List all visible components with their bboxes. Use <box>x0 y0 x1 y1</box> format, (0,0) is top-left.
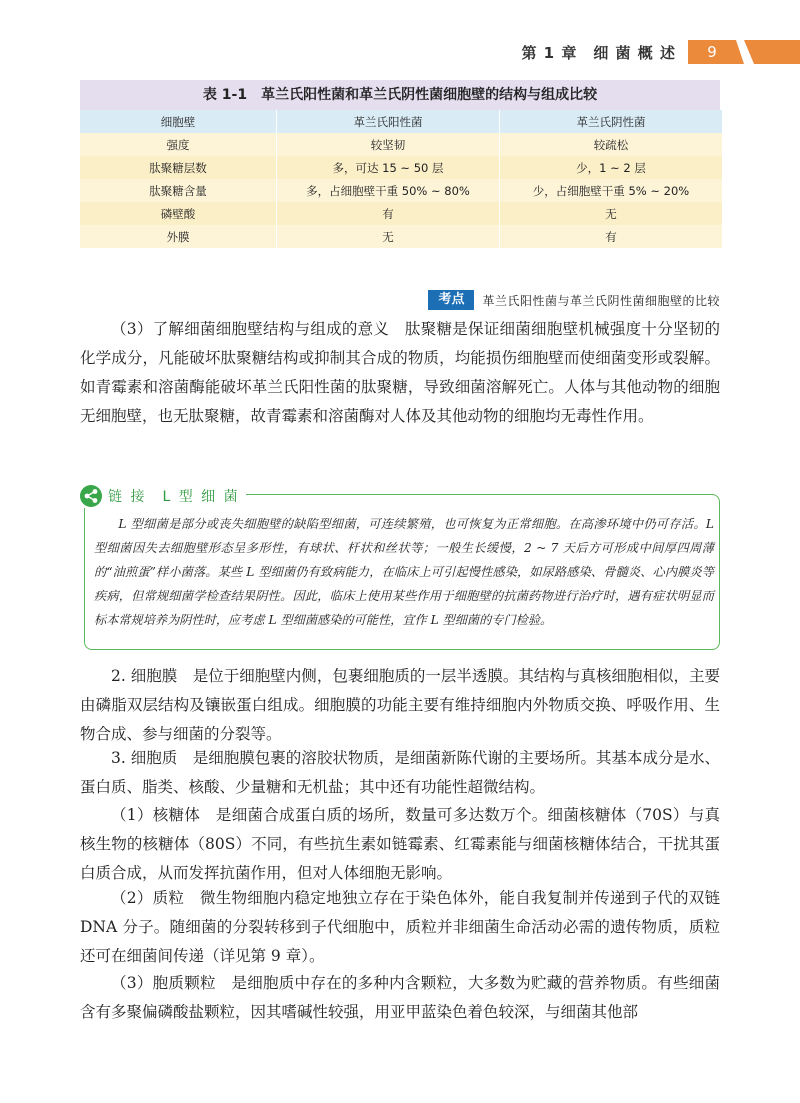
chapter-title: 第 1 章 细 菌 概 述 <box>521 44 676 62</box>
table-cell: 有 <box>500 225 723 248</box>
table-grid <box>80 110 722 248</box>
page-number: 9 <box>707 43 717 61</box>
link-box-l-form-bacteria <box>80 484 720 650</box>
link-box-header <box>80 484 246 508</box>
exam-point <box>428 290 720 310</box>
table-cell: 有 <box>277 202 500 225</box>
table-cell: 肽聚糖含量 <box>80 179 277 202</box>
table-header-cell: 革兰氏阳性菌 <box>277 110 500 133</box>
table-cell: 少，占细胞壁干重 5% ~ 20% <box>500 179 723 202</box>
share-link-icon <box>80 485 102 507</box>
comparison-table <box>80 80 720 248</box>
table-cell: 外膜 <box>80 225 277 248</box>
page-header <box>0 40 800 66</box>
table-cell: 强度 <box>80 133 277 156</box>
table-number: 表 1-1 <box>202 87 248 103</box>
table-row <box>80 225 722 248</box>
exam-point-text: 革兰氏阳性菌与革兰氏阴性菌细胞壁的比较 <box>482 293 720 308</box>
table-row <box>80 179 722 202</box>
table-header-cell: 细胞壁 <box>80 110 277 133</box>
table-cell: 少，1 ~ 2 层 <box>500 156 723 179</box>
paragraph-cell-membrane: 2. 细胞膜 是位于细胞壁内侧，包裹细胞质的一层半透膜。其结构与真核细胞相似，主要由磷脂双层结构及镶嵌蛋白组成。细胞膜的功能主要有维持细胞内外物质交换、呼吸作用、生物合成、参与细菌的分裂等。 <box>80 667 720 743</box>
paragraph-granules: （3）胞质颗粒 是细胞质中存在的多种内含颗粒，大多数为贮藏的营养物质。有些细菌含有多聚偏磷酸盐颗粒，因其嗜碱性较强，用亚甲蓝染色着色较深，与细菌其他部 <box>80 974 720 1021</box>
table-title <box>80 80 720 110</box>
table-cell: 肽聚糖层数 <box>80 156 277 179</box>
link-box-body: L 型细菌是部分或丧失细胞壁的缺陷型细菌，可连续繁殖，也可恢复为正常细胞。在高渗环境中仍可存活。L 型细菌因失去细胞壁形态呈多形性，有球状、杆状和丝状等；一般生长缓慢，2 ~ 7 天后方可形成中间厚四周薄的“油煎蛋”样小菌落。某些 L 型细菌仍有致病能力，在临床上可引起慢性感染，如尿路感染、骨髓炎、心内膜炎等疾病，但常规细菌学检查结果阴性。因此，临床上使用某些作用于细胞壁的抗菌药物进行治疗时，遇有症状明显而标本常规培养为阴性时，应考虑 L 型细菌感染的可能性，宜作 L 型细菌的专门检验。 <box>94 517 714 627</box>
table-cell: 磷壁酸 <box>80 202 277 225</box>
table-cell: 无 <box>277 225 500 248</box>
link-box-title: 链 接 L 型 细 菌 <box>108 489 240 505</box>
table-header-cell: 革兰氏阴性菌 <box>500 110 723 133</box>
paragraph-cell-wall-significance: （3）了解细菌细胞壁结构与组成的意义 肽聚糖是保证细菌细胞壁机械强度十分坚韧的化学成分，凡能破坏肽聚糖结构或抑制其合成的物质，均能损伤细胞壁而使细菌变形或裂解。如青霉素和溶菌酶能破坏革兰氏阳性菌的肽聚糖，导致细菌溶解死亡。人体与其他动物的细胞无细胞壁，也无肽聚糖，故青霉素和溶菌酶对人体及其他动物的细胞均无毒性作用。 <box>80 320 720 425</box>
table-cell: 无 <box>500 202 723 225</box>
paragraph-ribosome: （1）核糖体 是细菌合成蛋白质的场所，数量可多达数万个。细菌核糖体（70S）与真核生物的核糖体（80S）不同，有些抗生素如链霉素、红霉素能与细菌核糖体结合，干扰其蛋白质合成，从而发挥抗菌作用，但对人体细胞无影响。 <box>80 806 720 882</box>
table-cell: 较坚韧 <box>277 133 500 156</box>
paragraph-plasmid: （2）质粒 微生物细胞内稳定地独立存在于染色体外，能自我复制并传递到子代的双链 DNA 分子。随细菌的分裂转移到子代细胞中，质粒并非细菌生命活动必需的遗传物质，质粒还可在细菌间传递（详见第 9 章）。 <box>80 889 720 965</box>
paragraph-cytoplasm: 3. 细胞质 是细胞膜包裹的溶胶状物质，是细菌新陈代谢的主要场所。其基本成分是水、蛋白质、脂类、核酸、少量糖和无机盐；其中还有功能性超微结构。 <box>80 749 720 796</box>
table-cell: 多，可达 15 ~ 50 层 <box>277 156 500 179</box>
exam-point-badge: 考点 <box>428 290 474 310</box>
table-cell: 较疏松 <box>500 133 723 156</box>
table-cell: 多，占细胞壁干重 50% ~ 80% <box>277 179 500 202</box>
table-header-row <box>80 110 722 133</box>
table-row <box>80 202 722 225</box>
table-caption: 革兰氏阳性菌和革兰氏阴性菌细胞壁的结构与组成比较 <box>261 87 598 103</box>
table-row <box>80 156 722 179</box>
table-row <box>80 133 722 156</box>
page-number-tab <box>688 40 800 64</box>
